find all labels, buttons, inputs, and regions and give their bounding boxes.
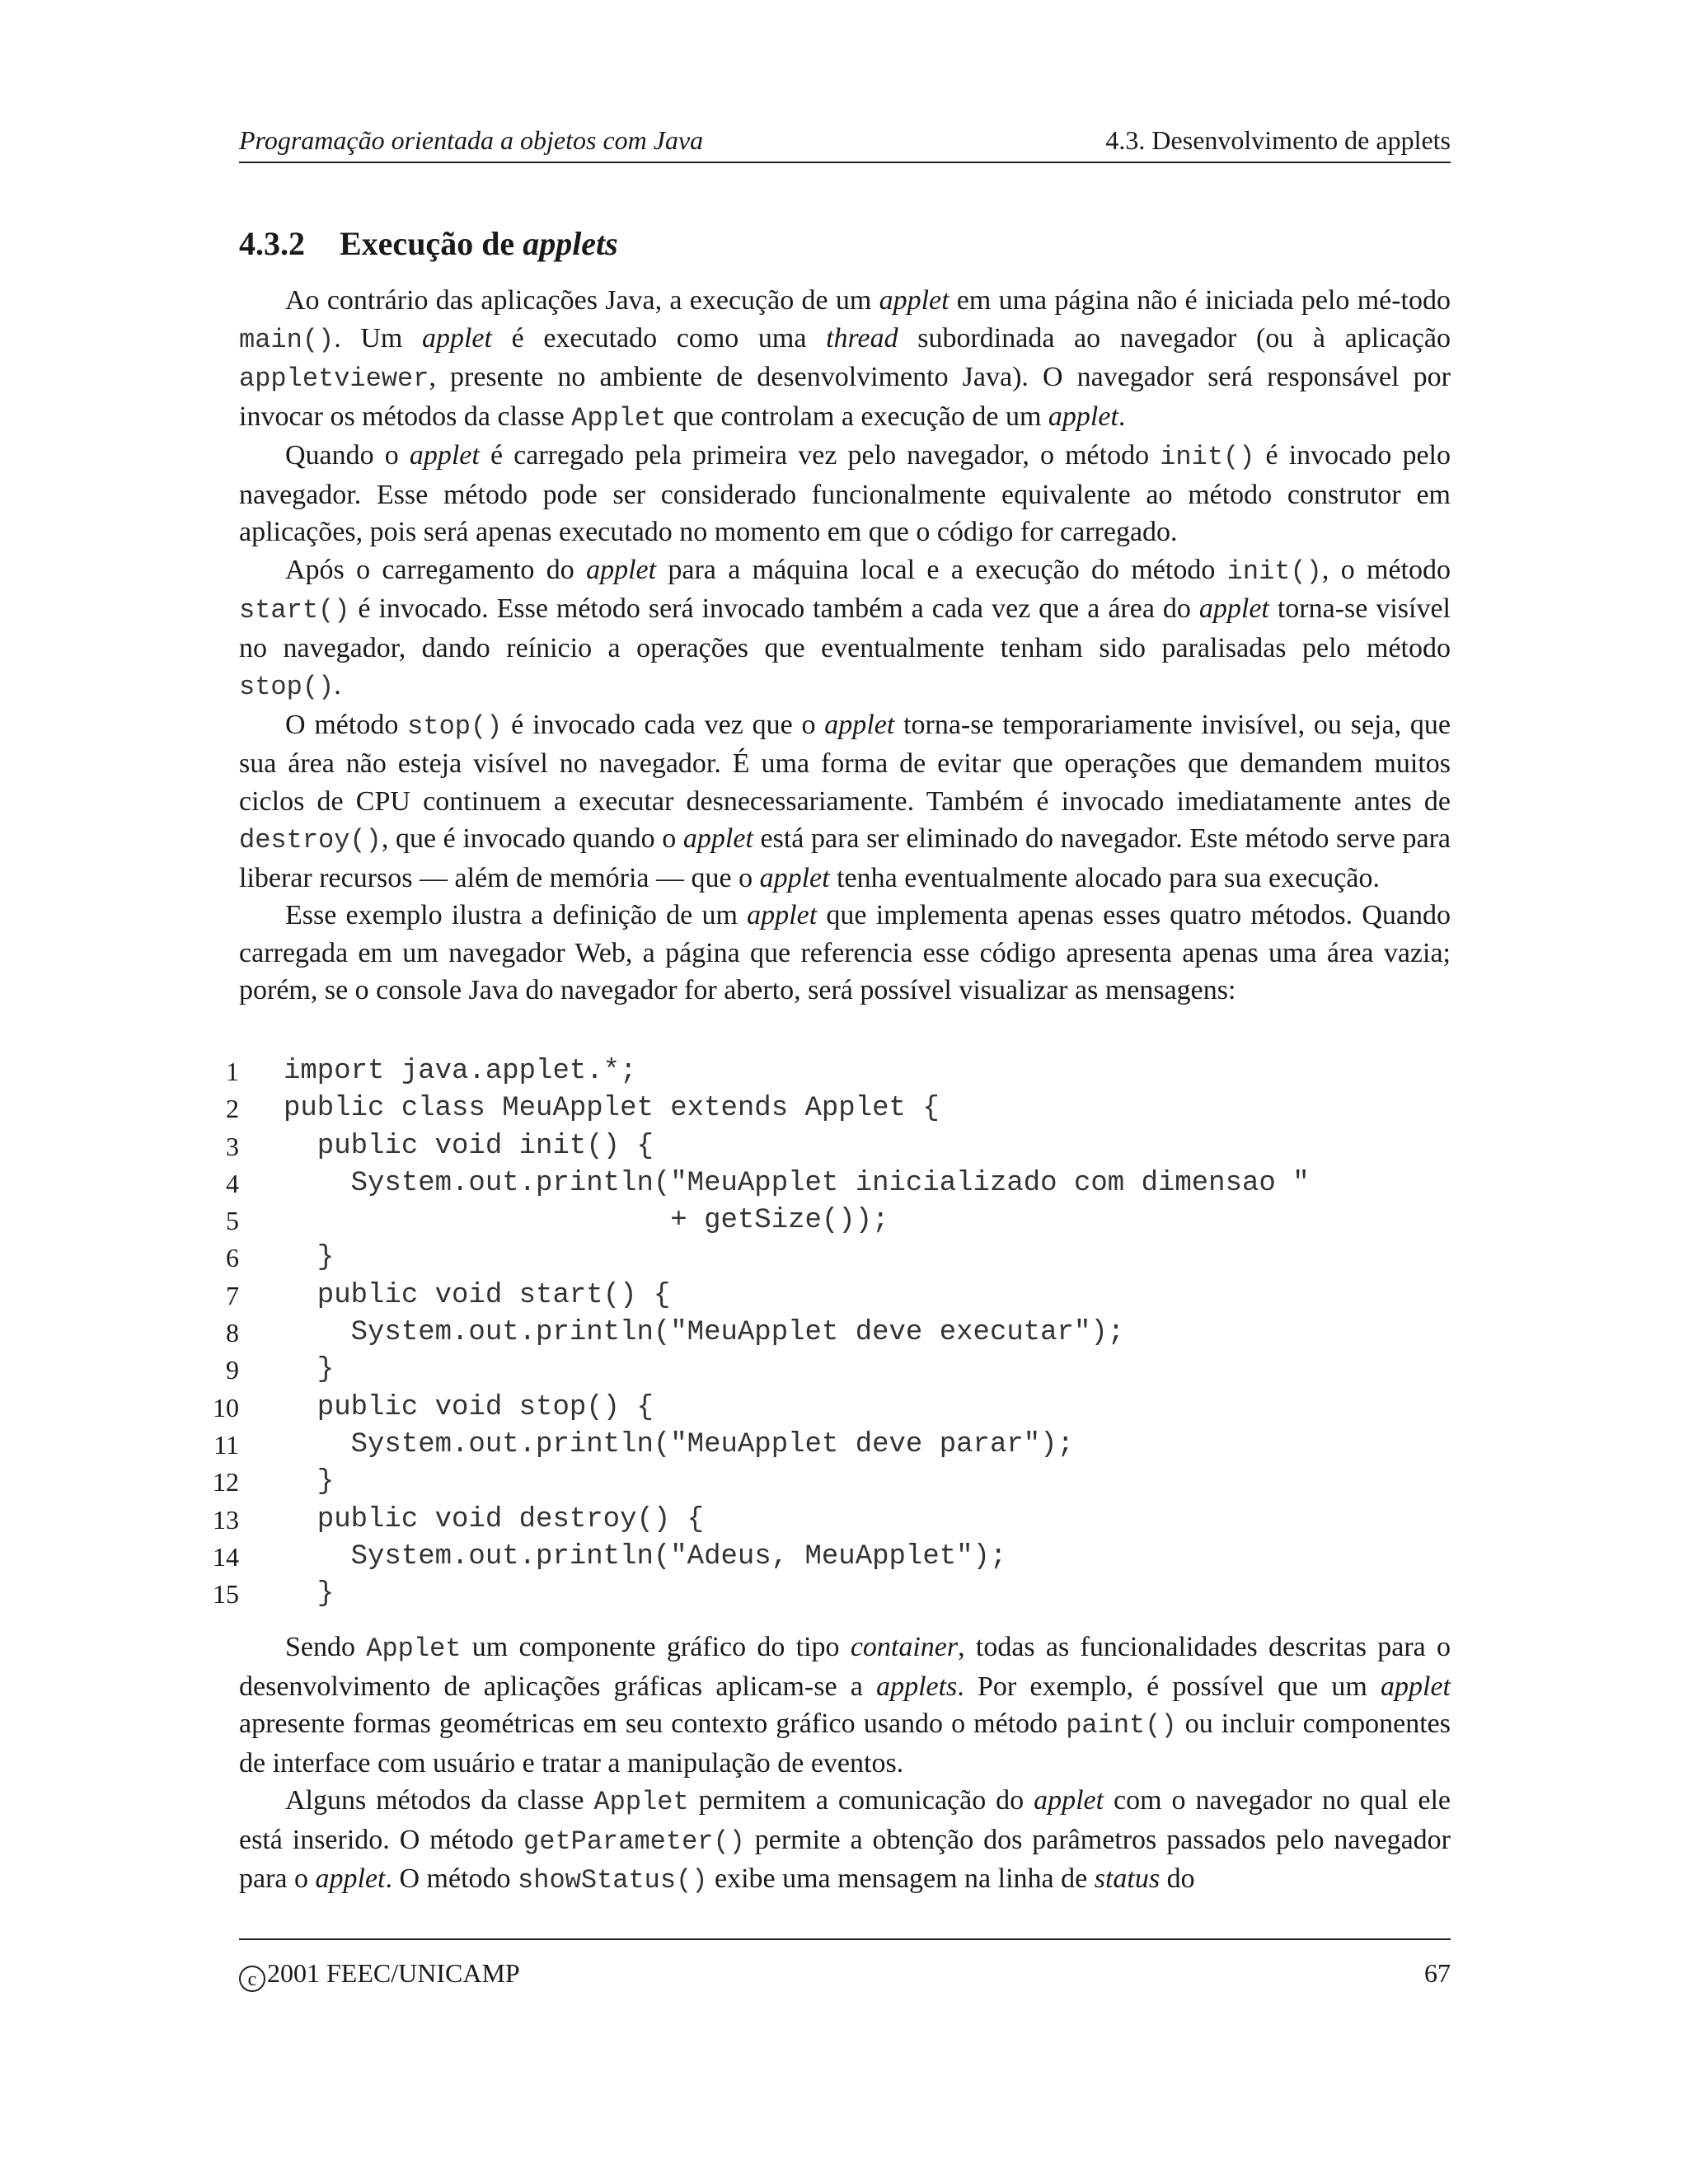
text-run: Alguns métodos da classe: [285, 1785, 594, 1816]
code-line: [206, 1240, 1459, 1277]
emphasis-text: applets: [876, 1671, 958, 1702]
code-line: [206, 1464, 1459, 1501]
emphasis-text: thread: [826, 322, 898, 354]
line-number: 2: [226, 1094, 239, 1124]
emphasis-text: applet: [315, 1863, 386, 1894]
inline-code: showStatus(): [518, 1865, 708, 1896]
footer-copyright: [239, 1958, 520, 1992]
line-number: 3: [226, 1131, 239, 1161]
text-run: torna-se temporariamente invisível, ou seja, que sua área não esteja visível no navegador. É uma forma de evitar que operações que demandem muitos ciclos de CPU continuem a executar desnecessariamente. Também é invocado imediatamente antes de: [239, 709, 1451, 817]
code-line: [206, 1090, 1459, 1127]
line-number: 9: [226, 1355, 239, 1385]
text-run: Após o carregamento do: [285, 554, 587, 585]
line-number: 10: [213, 1392, 239, 1422]
code-text: }: [284, 1354, 335, 1386]
code-text: System.out.println("MeuApplet deve parar");: [284, 1428, 1074, 1460]
section-heading: [239, 224, 618, 263]
code-text: }: [284, 1578, 335, 1610]
emphasis-text: applet: [1198, 593, 1269, 624]
line-number: 14: [213, 1541, 239, 1572]
code-line: [206, 1277, 1459, 1315]
code-text: System.out.println("MeuApplet inicializado com dimensao ": [284, 1167, 1310, 1199]
text-run: ou incluir componentes de interface com usuário e tratar a manipulação de eventos.: [239, 1708, 1451, 1779]
code-line: [206, 1202, 1459, 1240]
text-run: tenha eventualmente alocado para sua execução.: [829, 862, 1380, 893]
copyright-icon: c: [239, 1966, 265, 1992]
code-text: + getSize());: [284, 1205, 889, 1237]
paragraph: [239, 1782, 1451, 1900]
inline-code: getParameter(): [523, 1825, 745, 1857]
emphasis-text: status: [1094, 1863, 1160, 1894]
header-section-title: 4.3. Desenvolvimento de applets: [1105, 125, 1451, 155]
text-run: é invocado. Esse método será invocado também a cada vez que a área do: [349, 593, 1199, 624]
code-text: }: [284, 1466, 335, 1498]
page-footer: [239, 1938, 1451, 1990]
emphasis-text: applet: [879, 285, 950, 316]
text-run: , que é invocado quando o: [381, 823, 683, 854]
code-line: [206, 1128, 1459, 1165]
line-number: 13: [213, 1504, 239, 1535]
inline-code: main(): [239, 324, 335, 355]
emphasis-text: applet: [747, 900, 818, 930]
text-run: . Por exemplo, é possível que um: [957, 1671, 1381, 1702]
text-run: , o método: [1321, 554, 1451, 585]
code-line: [206, 1576, 1459, 1613]
emphasis-text: container: [850, 1632, 959, 1662]
text-run: é executado como uma: [491, 322, 827, 354]
code-text: System.out.println("MeuApplet deve executar");: [284, 1317, 1125, 1349]
text-run: .: [334, 670, 341, 701]
line-number: 11: [213, 1429, 239, 1460]
body-text-lower: [239, 1629, 1451, 1900]
code-text: }: [284, 1242, 335, 1274]
emphasis-text: applet: [1034, 1785, 1104, 1816]
text-run: Ao contrário das aplicações Java, a execução de um: [285, 285, 879, 316]
inline-code: Applet: [593, 1787, 689, 1817]
code-text: public void start() {: [284, 1279, 671, 1311]
emphasis-text: applet: [1048, 401, 1118, 432]
inline-code: paint(): [1066, 1710, 1177, 1741]
text-run: é carregado pela primeira vez pelo navegador, o método: [479, 440, 1160, 471]
text-run: , todas as funcionalidades descritas para o desenvolvimento de aplicações gráficas aplicam-se a: [239, 1632, 1451, 1702]
code-line: [206, 1352, 1459, 1389]
text-run: em uma página não é iniciada pelo mé-todo: [949, 285, 1451, 316]
line-number: 7: [226, 1280, 239, 1310]
text-run: torna-se visível no navegador, dando reínicio a operações que eventualmente tenham sido paralisadas pelo método: [239, 593, 1451, 663]
section-title-prefix: Execução de: [340, 225, 523, 262]
code-line: [206, 1053, 1459, 1090]
text-run: é invocado pelo navegador. Esse método pode ser considerado funcionalmente equivalente ao método construtor em aplicações, pois será apenas executado no momento em que o código for carregado.: [239, 440, 1451, 547]
code-text: public void stop() {: [284, 1391, 654, 1423]
inline-code: init(): [1226, 555, 1322, 587]
line-number: 15: [213, 1579, 239, 1610]
inline-code: stop(): [239, 672, 335, 702]
paragraph: [239, 706, 1451, 898]
code-text: public class MeuApplet extends Applet {: [284, 1093, 940, 1125]
emphasis-text: applet: [409, 440, 480, 471]
code-text: public void destroy() {: [284, 1503, 705, 1535]
code-text: import java.applet.*;: [284, 1056, 637, 1087]
text-run: Quando o: [285, 440, 410, 471]
text-run: é invocado cada vez que o: [502, 709, 825, 740]
code-text: System.out.println("Adeus, MeuApplet");: [284, 1540, 1007, 1572]
code-line: [206, 1165, 1459, 1202]
paragraph: [239, 551, 1451, 706]
line-number: 5: [226, 1206, 239, 1236]
inline-code: stop(): [407, 710, 503, 742]
text-run: subordinada ao navegador (ou à aplicação: [898, 322, 1451, 354]
text-run: . Um: [334, 322, 422, 354]
code-line: [206, 1390, 1459, 1427]
inline-code: Applet: [571, 402, 667, 434]
text-run: com o navegador no qual ele está inserido. O método: [239, 1785, 1451, 1855]
inline-code: start(): [239, 595, 350, 626]
code-line: [206, 1315, 1459, 1352]
page-number: 67: [1424, 1958, 1451, 1988]
text-run: , presente no ambiente de desenvolvimento Java). O navegador será responsável por invocar os métodos da classe: [239, 362, 1451, 432]
emphasis-text: applet: [421, 322, 492, 354]
text-run: exibe uma mensagem na linha de: [707, 1863, 1095, 1894]
code-line: [206, 1427, 1459, 1464]
paragraph: [239, 1629, 1451, 1782]
code-text: public void init() {: [284, 1130, 654, 1162]
text-run: um componente gráfico do tipo: [461, 1632, 851, 1662]
text-run: apresente formas geométricas em seu contexto gráfico usando o método: [239, 1708, 1067, 1739]
text-run: do: [1160, 1863, 1195, 1894]
emphasis-text: applet: [682, 823, 753, 854]
emphasis-text: applet: [1381, 1671, 1451, 1702]
footer-copyright-text: 2001 FEEC/UNICAMP: [267, 1958, 520, 1988]
text-run: .: [1118, 401, 1126, 432]
line-number: 4: [226, 1168, 239, 1198]
inline-code: init(): [1160, 442, 1255, 472]
code-listing: [206, 1053, 1459, 1613]
paragraph: [239, 282, 1451, 437]
inline-code: Applet: [366, 1633, 462, 1664]
text-run: Esse exemplo ilustra a definição de um: [285, 900, 748, 930]
line-number: 8: [226, 1318, 239, 1348]
running-header: [239, 122, 1451, 163]
text-run: permitem a comunicação do: [688, 1785, 1034, 1816]
inline-code: appletviewer: [239, 363, 429, 394]
inline-code: destroy(): [239, 825, 382, 855]
code-line: [206, 1502, 1459, 1539]
emphasis-text: applet: [759, 862, 830, 893]
text-run: Sendo: [285, 1632, 367, 1662]
line-number: 1: [226, 1057, 239, 1086]
text-run: para a máquina local e a execução do método: [656, 554, 1227, 585]
text-run: que implementa apenas esses quatro métodos. Quando carregada em um navegador Web, a página que referencia esse código apresenta apenas uma área vazia; porém, se o console Java do navegador for aberto, será possível visualizar as mensagens:: [239, 900, 1451, 1005]
text-run: permite a obtenção dos parâmetros passados pelo navegador para o: [239, 1824, 1451, 1894]
section-number: 4.3.2: [239, 225, 305, 262]
paragraph: [239, 437, 1451, 551]
text-run: O método: [285, 709, 408, 740]
header-book-title: Programação orientada a objetos com Java: [239, 125, 704, 155]
line-number: 12: [213, 1467, 239, 1497]
section-title-italic: applets: [523, 225, 618, 262]
paragraph: [239, 897, 1451, 1010]
body-text-upper: [239, 282, 1451, 1010]
text-run: está para ser eliminado do navegador. Este método serve para liberar recursos — além de memória — que o: [239, 823, 1451, 893]
emphasis-text: applet: [824, 709, 895, 740]
line-number: 6: [226, 1243, 239, 1273]
text-run: . O método: [385, 1863, 518, 1894]
code-line: [206, 1539, 1459, 1576]
text-run: que controlam a execução de um: [666, 401, 1048, 432]
emphasis-text: applet: [586, 554, 657, 585]
